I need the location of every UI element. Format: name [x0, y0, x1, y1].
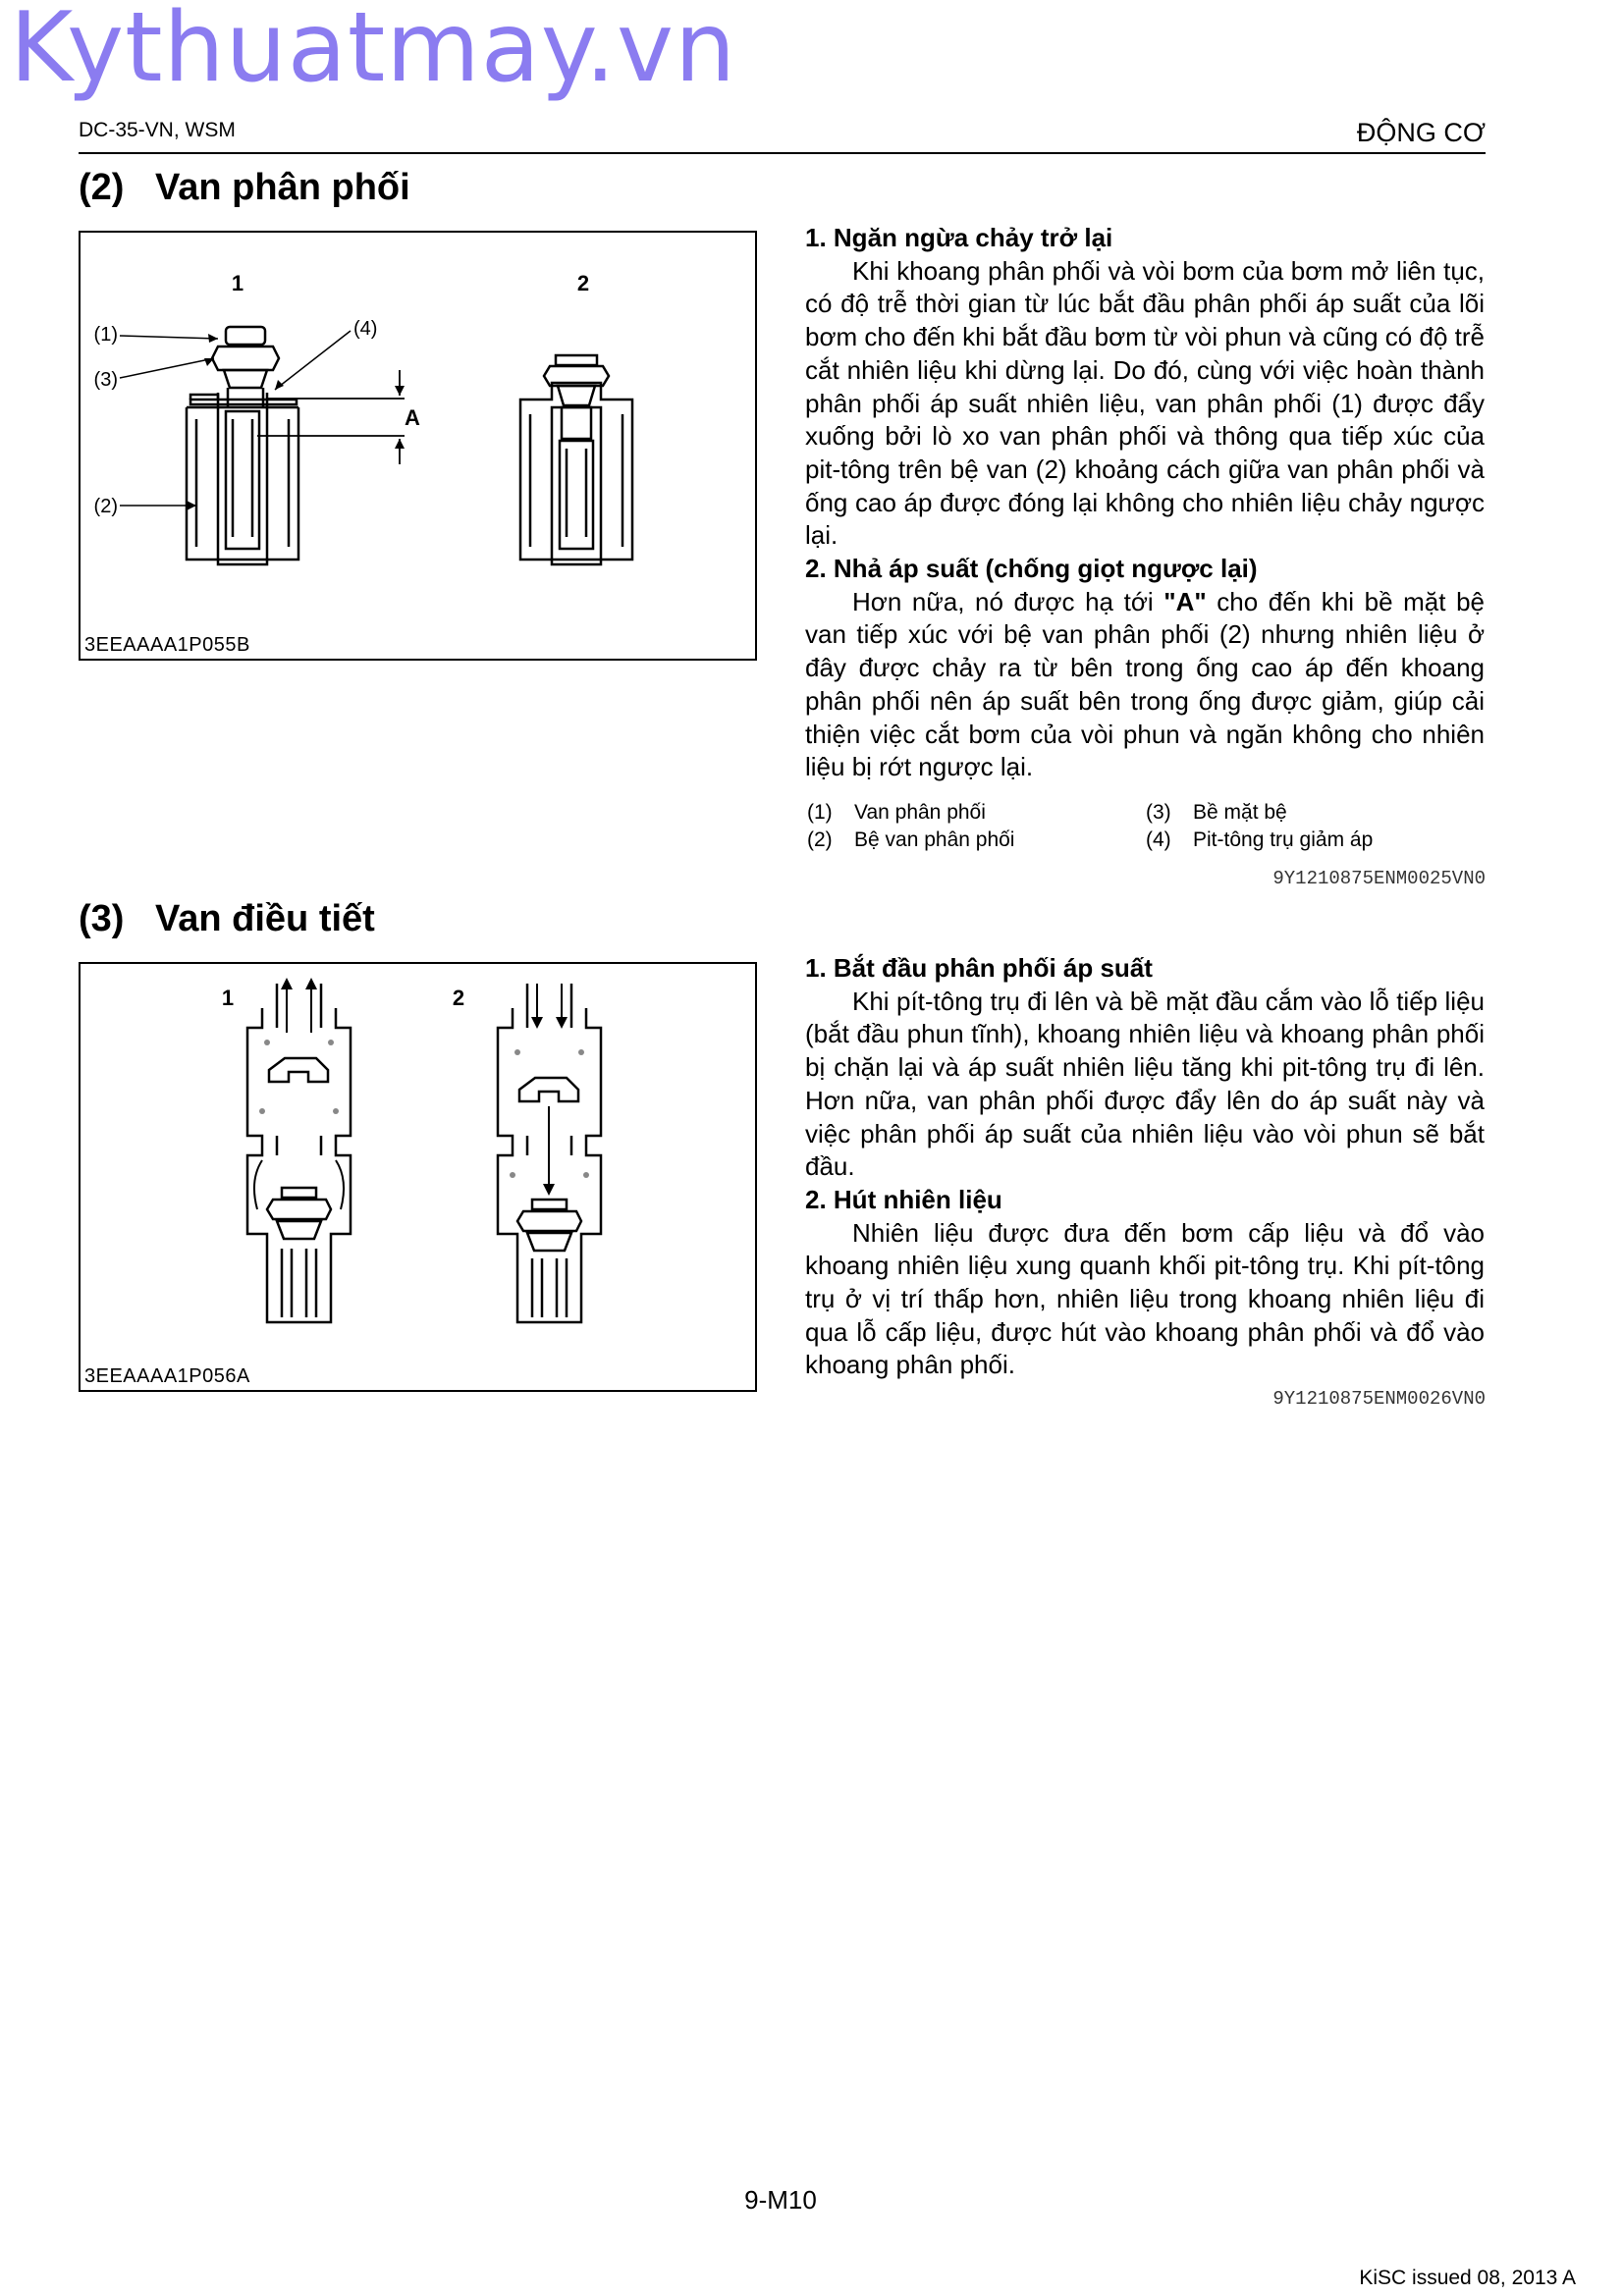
figure-governor-valve [79, 962, 757, 1392]
header-divider [79, 152, 1486, 154]
legend-text: Bệ van phân phối [854, 828, 1015, 851]
section2-p2-text [805, 586, 1485, 784]
fig2-label-2: 2 [452, 986, 465, 1010]
figure-code: 3EEAAAA1P056A [84, 1365, 250, 1387]
footer-issue: KiSC issued 08, 2013 A [1359, 2267, 1576, 2289]
fig1-callout-4: (4) [353, 318, 378, 340]
section3-title-text: Van điều tiết [155, 898, 375, 939]
section3-text [805, 952, 1485, 1382]
legend-text: Pit-tông trụ giảm áp [1193, 828, 1374, 851]
section2-doc-code: 9Y1210875ENM0025VN0 [1272, 868, 1486, 889]
header-doc-id: DC-35-VN, WSM [79, 119, 236, 141]
section3-doc-code: 9Y1210875ENM0026VN0 [1272, 1388, 1486, 1410]
section2-text [805, 222, 1485, 784]
section3-p1-text: Khi pít-tông trụ đi lên và bề mặt đầu cắm vào lỗ tiếp liệu (bắt đầu phun tĩnh), khoang nhiên liệu và khoang phân phối bị chặn lại và áp suất nhiên liệu tăng khi pit-tông trụ đi lên. Hơn nữa, van phân phối được đẩy lên do áp suất này và việc phân phối áp suất của nhiên liệu vào vòi phun sẽ bắt đầu. [805, 986, 1485, 1182]
p2-text-after: cho đến khi bề mặt bệ van tiếp xúc với bệ van phân phối (2) nhưng nhiên liệu ở đây được chảy ra từ bên trong ống cao áp đến khoang phân phối nên áp suất bên trong ống được giảm, giúp cải thiện việc cắt bơm của vòi phun và ngăn không cho nhiên liệu bị rớt ngược lại. [805, 586, 1486, 782]
fig1-label-1: 1 [231, 271, 244, 295]
section3-p2-heading: 2. Hút nhiên liệu [805, 1184, 1002, 1214]
legend-text: Van phân phối [854, 801, 986, 824]
legend-num: (1) [807, 801, 833, 824]
p2-text-bold: "A" [1163, 586, 1207, 616]
fig1-callout-1: (1) [93, 324, 118, 346]
section2-title [79, 167, 410, 209]
section3-title [79, 898, 375, 940]
header-chapter: ĐỘNG CƠ [1356, 118, 1486, 147]
section2-p1-heading: 1. Ngăn ngừa chảy trở lại [805, 223, 1113, 252]
section3-number: (3) [79, 898, 125, 939]
legend-text: Bề mặt bệ [1193, 801, 1287, 824]
fig1-label-2: 2 [576, 271, 590, 295]
fig1-callout-3: (3) [93, 369, 118, 391]
p2-text-before: Hơn nữa, nó được hạ tới [852, 586, 1164, 616]
section2-p2-heading: 2. Nhả áp suất (chống giọt ngược lại) [805, 554, 1258, 584]
section2-p1-text: Khi khoang phân phối và vòi bơm của bơm mở liên tục, có độ trễ thời gian từ lúc bắt đầu phân phối áp suất của lõi bơm cho đến khi bắt đầu bơm từ vòi phun và cũng có độ trễ cắt nhiên liệu khi dừng lại. Do đó, cùng với việc hoàn thành phân phối áp suất nhiên liệu, van phân phối (1) được đẩy xuống bởi lò xo van phân phối và thông qua tiếp xúc của pit-tông trên bệ van (2) khoảng cách giữa van phân phối và ống cao áp được đóng lại không cho nhiên liệu chảy ngược lại. [805, 255, 1485, 551]
section3-p2-text: Nhiên liệu được đưa đến bơm cấp liệu và đổ vào khoang nhiên liệu xung quanh khối pit-tông trụ. Khi pít-tông trụ ở vị trí thấp hơn, nhiên liệu trong khoang nhiên liệu đi qua lỗ cấp liệu, được hút vào khoang phân phối và đổ vào khoang phân phối. [805, 1217, 1485, 1380]
fig2-label-1: 1 [221, 986, 235, 1010]
section2-legend [807, 799, 1485, 854]
legend-num: (2) [807, 828, 833, 851]
delivery-valve-diagram [81, 233, 755, 659]
legend-num: (3) [1146, 801, 1171, 824]
figure-code: 3EEAAAA1P055B [84, 634, 250, 656]
section2-number: (2) [79, 167, 125, 208]
watermark-logo: Kythuatmay.vn [10, 0, 737, 104]
legend-num: (4) [1146, 828, 1171, 851]
section2-title-text: Van phân phối [155, 167, 410, 208]
fig1-callout-2: (2) [93, 496, 118, 517]
figure-delivery-valve [79, 231, 757, 661]
page-number: 9-M10 [744, 2185, 817, 2215]
fig1-label-a: A [405, 405, 420, 430]
section3-p1-heading: 1. Bắt đầu phân phối áp suất [805, 953, 1153, 983]
governor-valve-diagram [81, 964, 755, 1390]
